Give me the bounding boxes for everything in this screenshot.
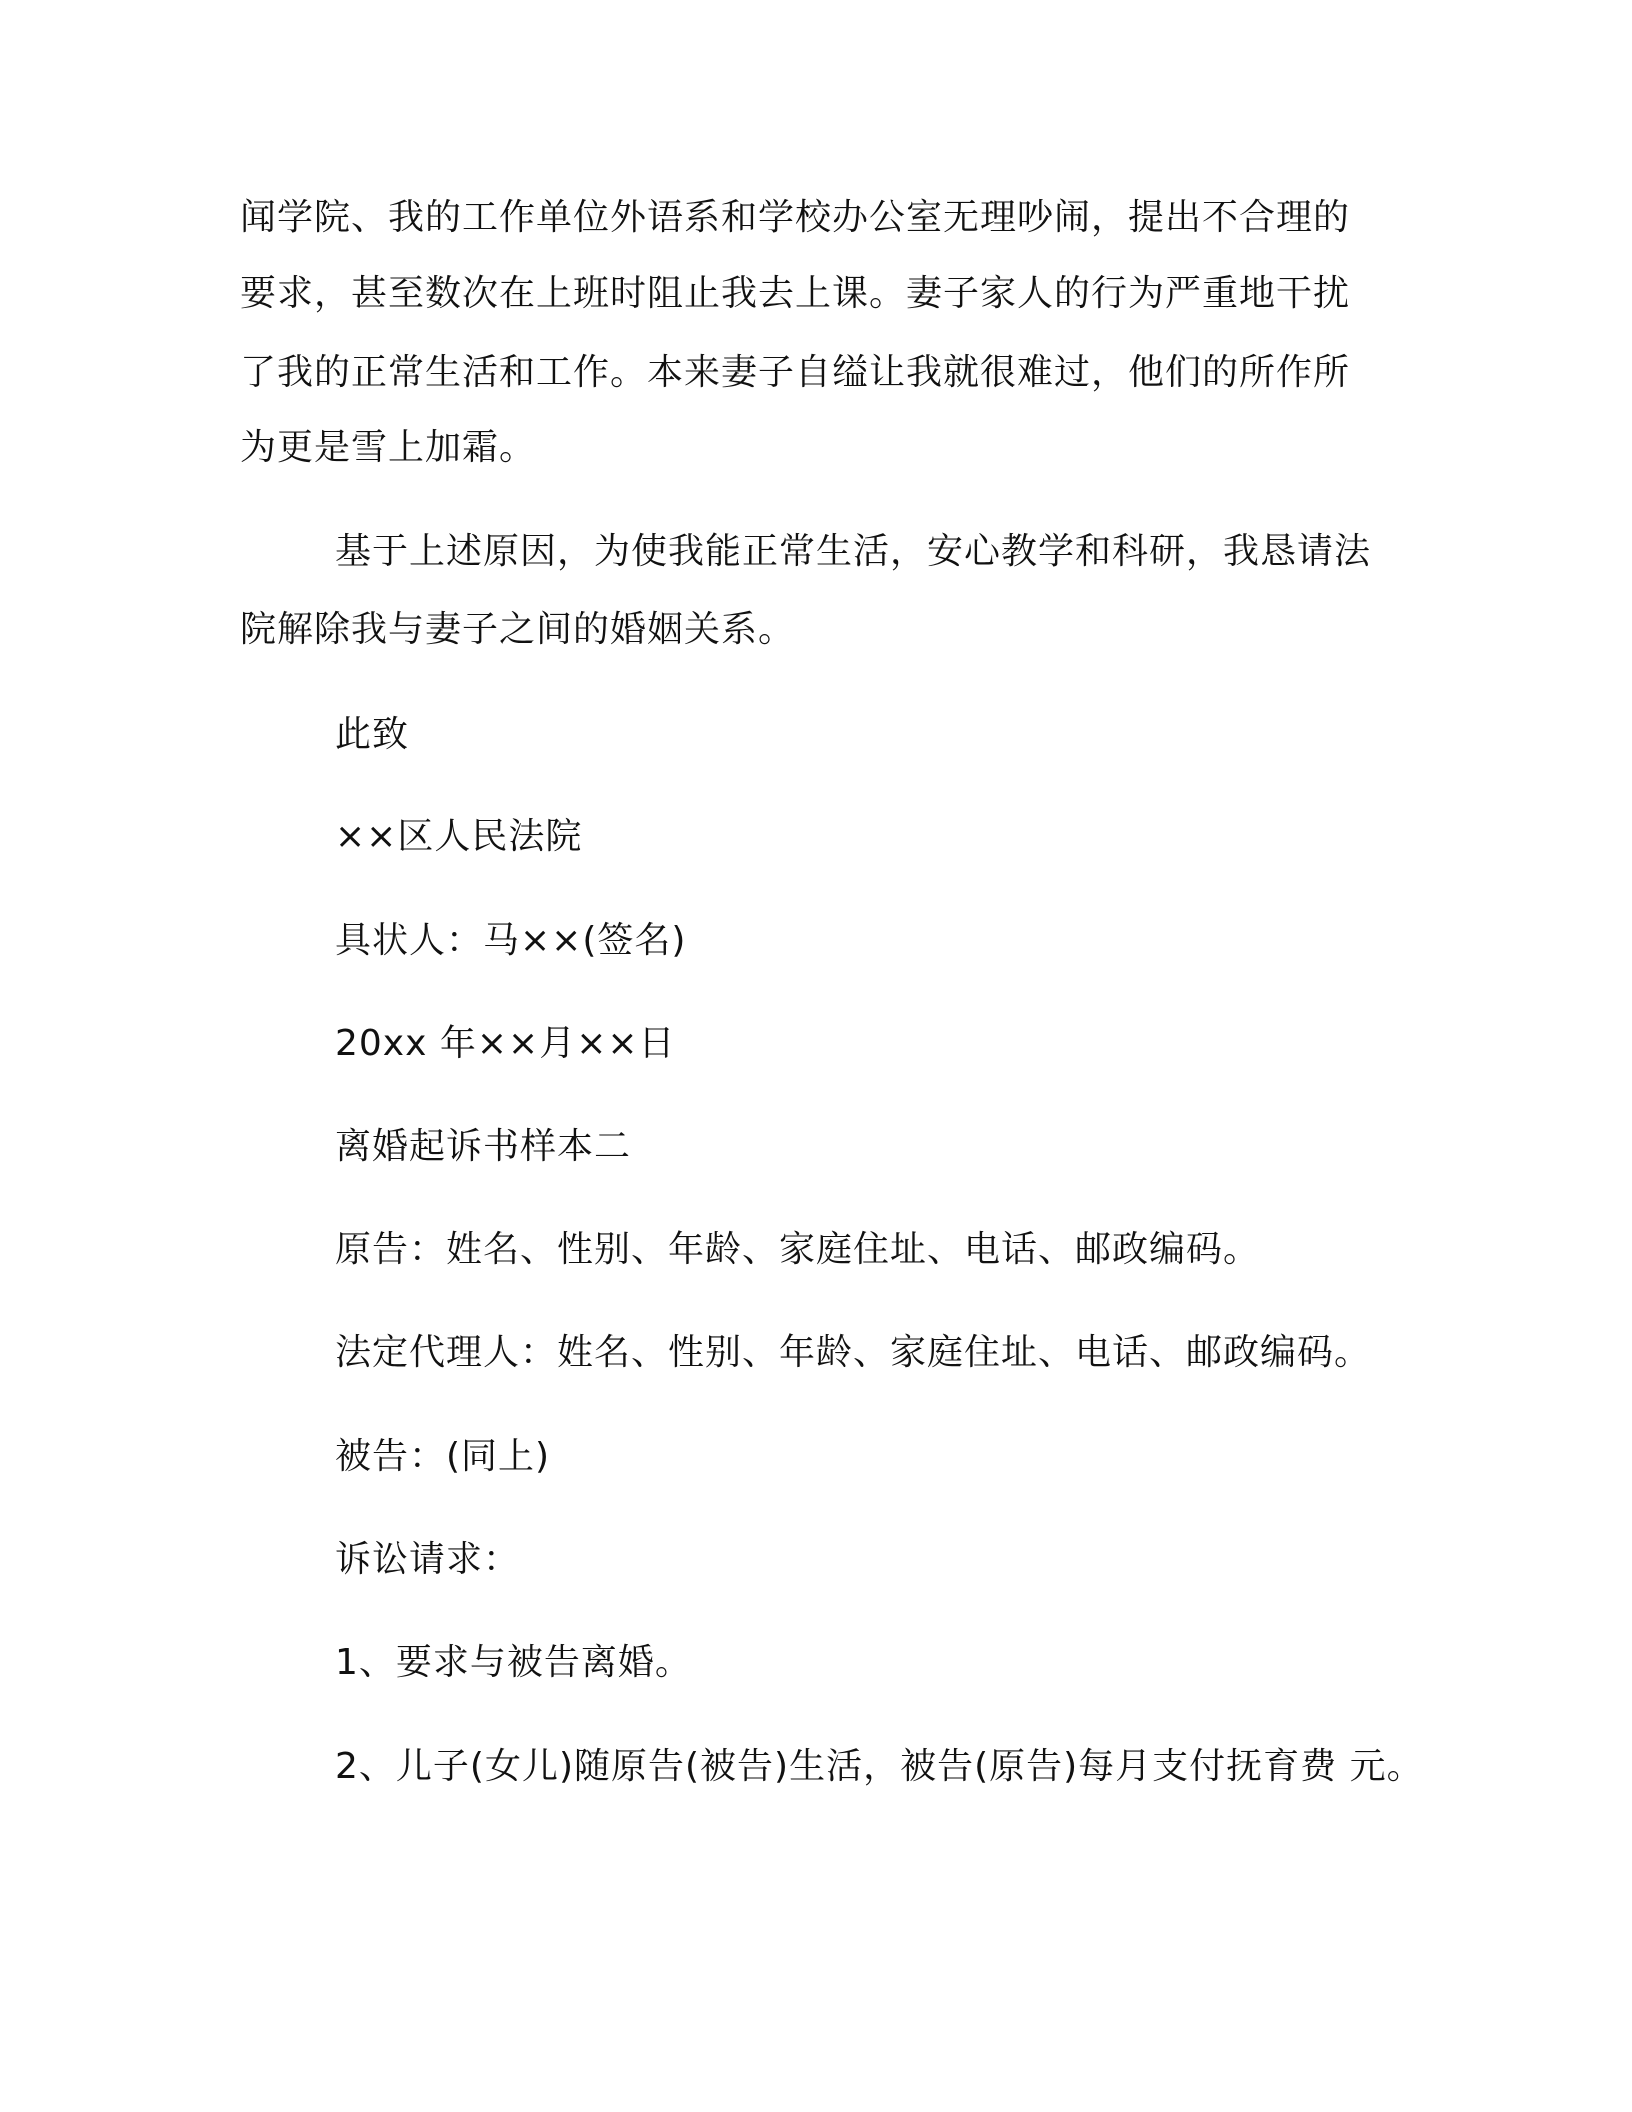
paragraph-line: 基于上述原因，为使我能正常生活，安心教学和科研，我恳请法 — [335, 531, 1372, 572]
court-name: ××区人民法院 — [335, 816, 583, 857]
legal-agent-line: 法定代理人：姓名、性别、年龄、家庭住址、电话、邮政编码。 — [335, 1332, 1372, 1373]
paragraph-line: 要求，甚至数次在上班时阻止我去上课。妻子家人的行为严重地干扰 — [240, 273, 1351, 314]
signer-line: 具状人：马××(签名) — [335, 920, 687, 961]
claim-item: 1、要求与被告离婚。 — [335, 1642, 692, 1683]
paragraph-line: 为更是雪上加霜。 — [240, 427, 537, 468]
paragraph-line: 院解除我与妻子之间的婚姻关系。 — [240, 609, 796, 650]
closing-salutation: 此致 — [335, 714, 410, 755]
sample-title: 离婚起诉书样本二 — [335, 1126, 632, 1167]
claims-heading: 诉讼请求： — [335, 1539, 521, 1580]
date-line: 20xx 年××月××日 — [335, 1023, 676, 1064]
paragraph-line: 了我的正常生活和工作。本来妻子自缢让我就很难过，他们的所作所 — [240, 352, 1351, 393]
defendant-line: 被告：(同上) — [335, 1436, 551, 1477]
claim-item: 2、儿子(女儿)随原告(被告)生活，被告(原告)每月支付抚育费 元。 — [335, 1746, 1424, 1787]
paragraph-line: 闻学院、我的工作单位外语系和学校办公室无理吵闹，提出不合理的 — [240, 197, 1351, 238]
plaintiff-line: 原告：姓名、性别、年龄、家庭住址、电话、邮政编码。 — [335, 1229, 1261, 1270]
